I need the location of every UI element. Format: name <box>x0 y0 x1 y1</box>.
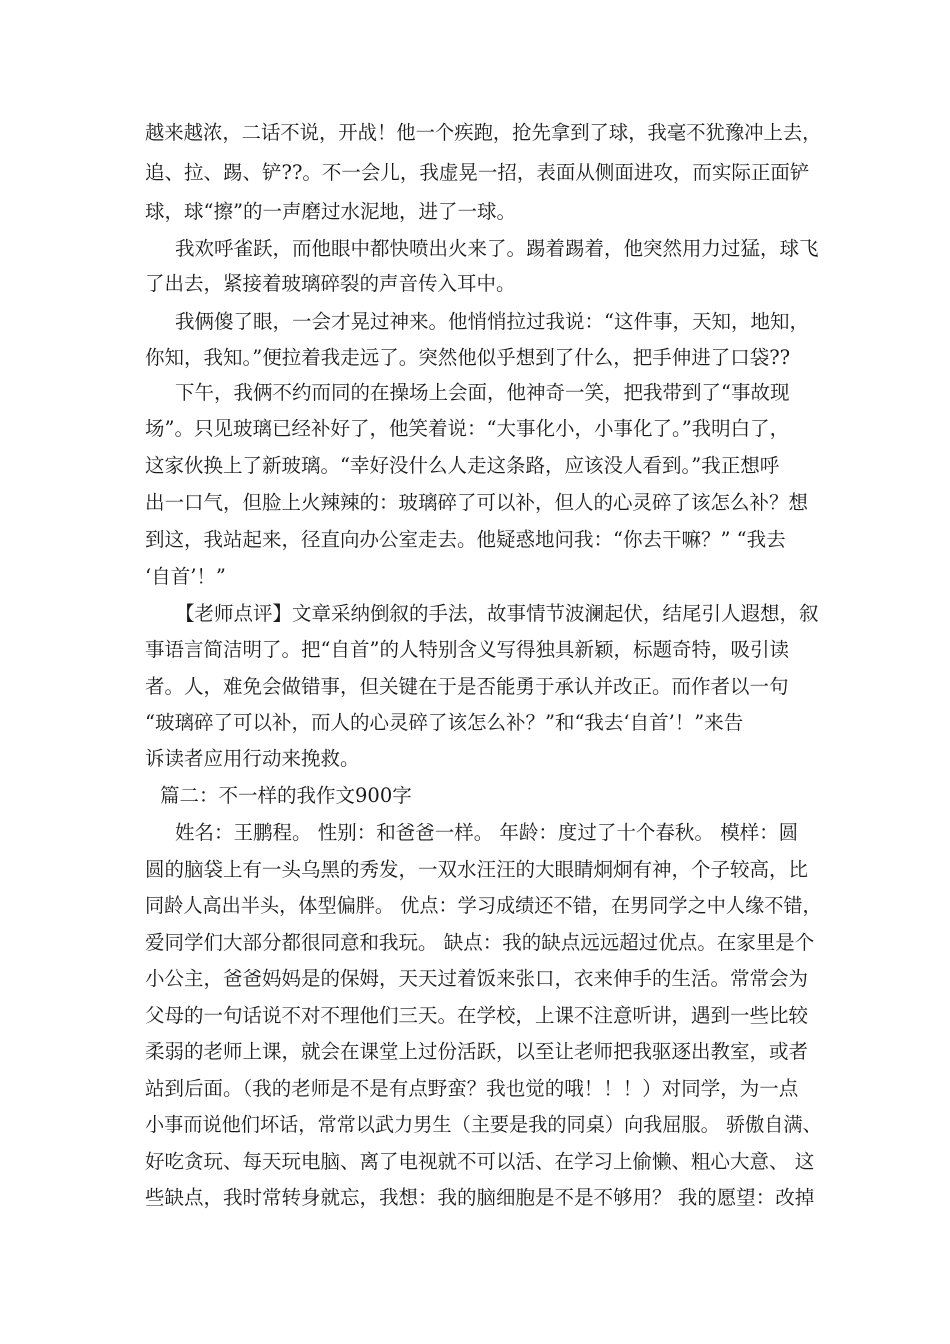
text-line: 你知，我知。”便拉着我走远了。突然他似乎想到了什么，把手伸进了口袋?? <box>145 346 791 369</box>
text-line: 事语言简洁明了。把“自首”的人特别含义写得独具新颖，标题奇特，吸引读 <box>145 638 789 661</box>
teacher-comment-first-line: 【老师点评】文章采纳倒叙的手法，故事情节波澜起伏，结尾引人遐想，叙 <box>175 602 819 625</box>
paragraph-first-line: 我俩傻了眼，一会才晃过神来。他悄悄拉过我说：“这件事，天知，地知， <box>175 310 809 333</box>
paragraph-first-line: 姓名：王鹏程。 性别：和爸爸一样。 年龄：度过了十个春秋。 模样：圆 <box>175 821 799 844</box>
text-line: 爱同学们大部分都很同意和我玩。 缺点：我的缺点远远超过优点。在家里是个 <box>145 931 815 954</box>
section-heading: 篇二：不一样的我作文900字 <box>160 784 412 807</box>
text-line: 者。人，难免会做错事，但关键在于是否能勇于承认并改正。而作者以一句 <box>145 675 789 698</box>
text-line: 球，球“擦”的一声磨过水泥地，进了一球。 <box>145 200 516 223</box>
text-line: 柔弱的老师上课，就会在课堂上过份活跃，以至让老师把我驱逐出教室，或者 <box>145 1040 809 1063</box>
text-line: 追、拉、踢、铲??。不一会儿，我虚晃一招，表面从侧面进攻，而实际正面铲 <box>145 161 810 184</box>
text-line: “玻璃碎了可以补，而人的心灵碎了该怎么补？”和“我去‘自首’！”来告 <box>145 711 744 734</box>
text-line: 小事而说他们坏话，常常以武力男生（主要是我的同桌）向我屈服。 骄傲自满、 <box>145 1113 822 1136</box>
text-line: 好吃贪玩、每天玩电脑、离了电视就不可以活、在学习上偷懒、粗心大意、 这 <box>145 1150 815 1173</box>
text-line: 小公主，爸爸妈妈是的保姆，天天过着饭来张口，衣来伸手的生活。常常会为 <box>145 967 809 990</box>
text-line: 出一口气，但脸上火辣辣的：玻璃碎了可以补，但人的心灵碎了该怎么补？想 <box>145 491 809 514</box>
text-line: 父母的一句话说不对不理他们三天。在学校，上课不注意听讲，遇到一些比较 <box>145 1004 809 1027</box>
text-line: 同龄人高出半头，体型偏胖。 优点：学习成绩还不错，在男同学之中人缘不错， <box>145 894 822 917</box>
text-line: 到这，我站起来，径直向办公室走去。他疑惑地问我：“你去干嘛？” “我去 <box>145 528 786 551</box>
paragraph-first-line: 我欢呼雀跃，而他眼中都快喷出火来了。踢着踢着，他突然用力过猛，球飞 <box>175 237 819 260</box>
text-line: ‘自首’！” <box>145 565 226 588</box>
text-line: 场”。只见玻璃已经补好了，他笑着说：“大事化小，小事化了。”我明白了， <box>145 417 790 440</box>
text-line: 了出去，紧接着玻璃碎裂的声音传入耳中。 <box>145 272 516 295</box>
text-line: 圆的脑袋上有一头乌黑的秀发，一双水汪汪的大眼睛炯炯有神，个子较高，比 <box>145 858 809 881</box>
text-line: 些缺点，我时常转身就忘，我想：我的脑细胞是不是不够用？ 我的愿望：改掉 <box>145 1186 815 1209</box>
text-line: 诉读者应用行动来挽救。 <box>145 747 360 770</box>
text-line: 这家伙换上了新玻璃。“幸好没什么人走这条路，应该没人看到。”我正想呼 <box>145 454 780 477</box>
text-line: 越来越浓，二话不说，开战！他一个疾跑，抢先拿到了球，我毫不犹豫冲上去， <box>145 121 822 144</box>
paragraph-first-line: 下午，我俩不约而同的在操场上会面，他神奇一笑，把我带到了“事故现 <box>175 381 790 404</box>
text-line: 站到后面。（我的老师是不是有点野蛮？我也觉的哦！！！）对同学，为一点 <box>145 1077 799 1100</box>
